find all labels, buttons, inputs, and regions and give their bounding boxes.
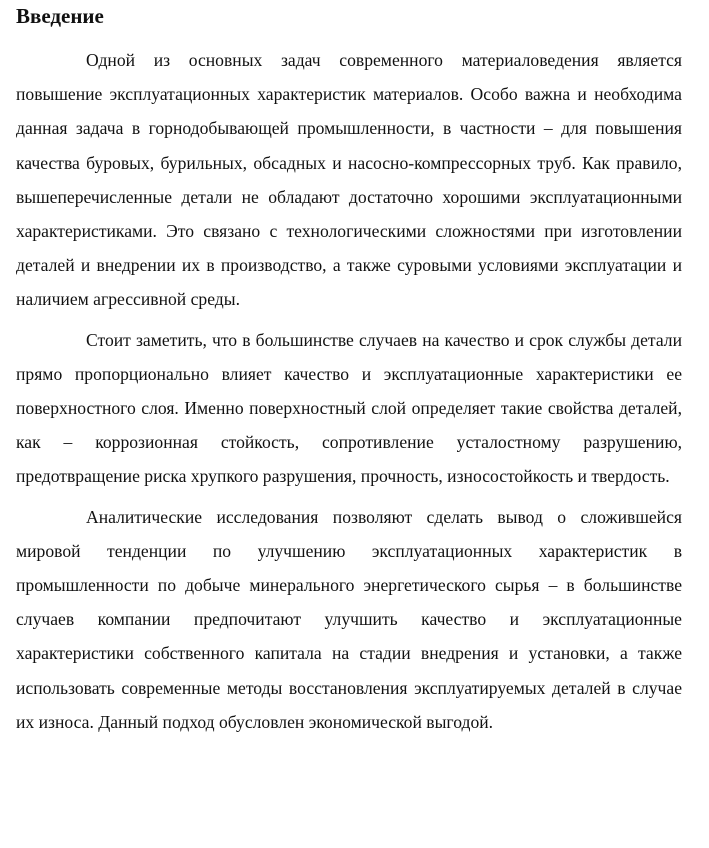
paragraph-2: Стоит заметить, что в большинстве случаев на качество и срок службы детали прямо пропорционально влияет качество и эксплуатационные характеристики ее поверхностного слоя. Именно поверхностный слой определяет такие свойства деталей, как – коррозионная стойкость, сопротивление усталостному разрушению, предотвращение риска хрупкого разрушения, прочность, износостойкость и твердость. [16,329,682,487]
paragraph-1: Одной из основных задач современного материаловедения является повышение эксплуатационных характеристик материалов. Особо важна и необходима данная задача в горнодобывающей промышленности, в частности – для повышения качества буровых, бурильных, обсадных и насосно-компрессорных труб. Как правило, вышеперечисленные детали не обладают достаточно хорошими эксплуатационными характеристиками. Это связано с технологическими сложностями при изготовлении деталей и внедрении их в производство, а также суровыми условиями эксплуатации и наличием агрессивной среды. [16,50,682,310]
section-heading: Введение [16,4,104,28]
paragraph-3: Аналитические исследования позволяют сделать вывод о сложившейся мировой тенденции по улучшению эксплуатационных характеристик в промышленности по добыче минерального энергетического сырья – в большинстве случаев компании предпочитают улучшить качество и эксплуатационные характеристики собственного капитала на стадии внедрения и установки, а также использовать современные методы восстановления эксплуатируемых деталей в случае их износа. Данный подход обусловлен экономической выгодой. [16,506,682,732]
